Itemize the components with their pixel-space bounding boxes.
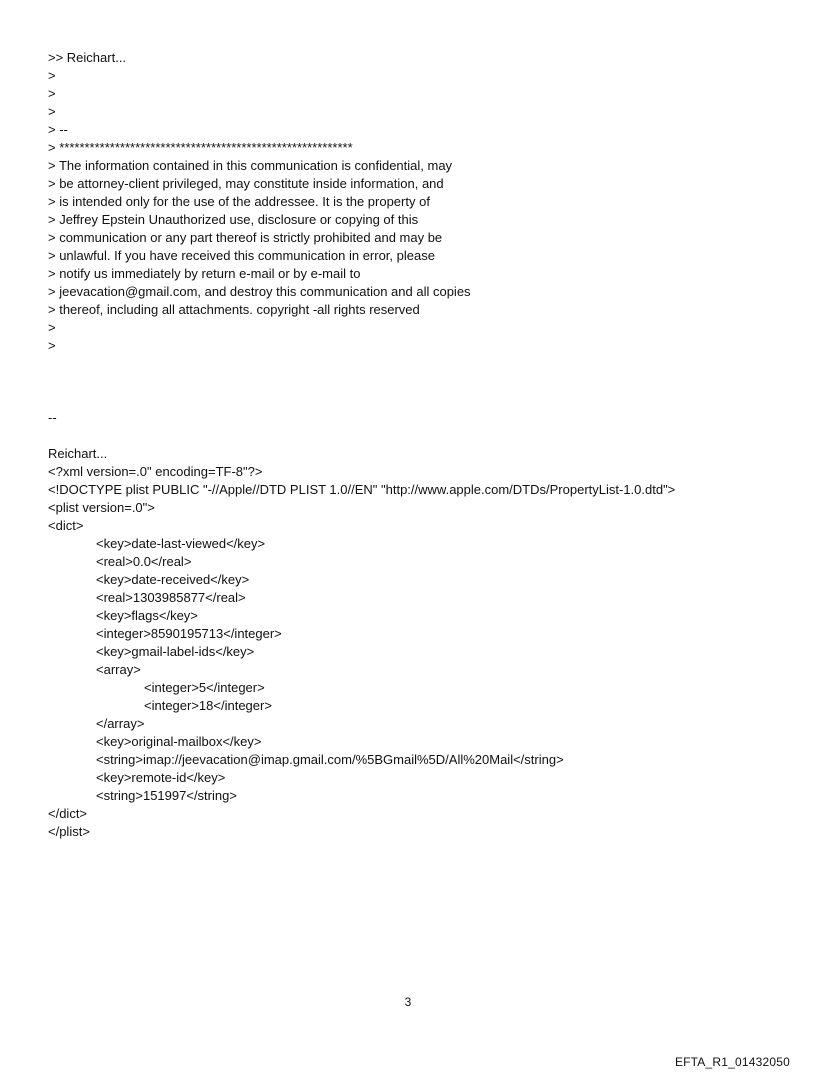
plist-close-tag: </plist> [48,824,90,839]
quoted-line: > notify us immediately by return e-mail or by e-mail to [48,266,361,281]
quoted-line: > communication or any part thereof is strictly prohibited and may be [48,230,443,245]
quoted-line: > [48,86,56,101]
signature-separator: -- [48,410,57,425]
quoted-line: >> Reichart... [48,50,127,65]
plist-array-item: <integer>5</integer> [144,680,265,695]
plist-entry: <integer>8590195713</integer> [96,626,282,641]
plist-entry: <string>151997</string> [96,788,237,803]
quoted-line: > is intended only for the use of the addressee. It is the property of [48,194,430,209]
plist-entry: <real>1303985877</real> [96,590,246,605]
page-number: 3 [404,995,412,1009]
dict-close-tag: </dict> [48,806,88,821]
quoted-line: > [48,104,56,119]
plist-entry: <key>remote-id</key> [96,770,226,785]
quoted-line: > be attorney-client privileged, may constitute inside information, and [48,176,444,191]
plist-doctype: <!DOCTYPE plist PUBLIC "-//Apple//DTD PLIST 1.0//EN" "http://www.apple.com/DTDs/PropertyList-1.0.dtd"> [48,482,676,497]
document-body [48,49,788,841]
plist-entry: <key>gmail-label-ids</key> [96,644,255,659]
quoted-line: > [48,320,56,335]
spacer [48,355,788,409]
dict-open-tag: <dict> [48,518,84,533]
plist-entry: <key>date-last-viewed</key> [96,536,266,551]
quoted-line: > -- [48,122,68,137]
plist-open-tag: <plist version=.0"> [48,500,155,515]
plist-entry: <string>imap://jeevacation@imap.gmail.com/%5BGmail%5D/All%20Mail</string> [96,752,564,767]
signature-name: Reichart... [48,446,108,461]
spacer [48,427,788,445]
plist-entry: <array> [96,662,141,677]
plist-block [48,463,788,841]
quoted-line: > unlawful. If you have received this communication in error, please [48,248,435,263]
quoted-line: > ********************************************************** [48,140,353,155]
plist-entry: <real>0.0</real> [96,554,192,569]
quoted-line: > jeevacation@gmail.com, and destroy this communication and all copies [48,284,471,299]
array-close-tag: </array> [96,716,145,731]
quoted-line: > The information contained in this communication is confidential, may [48,158,453,173]
quoted-line: > thereof, including all attachments. copyright -all rights reserved [48,302,420,317]
quoted-email-block [48,49,788,355]
quoted-line: > Jeffrey Epstein Unauthorized use, disclosure or copying of this [48,212,419,227]
plist-entry: <key>original-mailbox</key> [96,734,262,749]
quoted-line: > [48,338,56,353]
plist-xml-declaration: <?xml version=.0" encoding=TF-8"?> [48,464,263,479]
plist-entry: <key>flags</key> [96,608,198,623]
plist-entry: <key>date-received</key> [96,572,250,587]
quoted-line: > [48,68,56,83]
bates-number: EFTA_R1_01432050 [674,1055,790,1069]
plist-array-item: <integer>18</integer> [144,698,272,713]
